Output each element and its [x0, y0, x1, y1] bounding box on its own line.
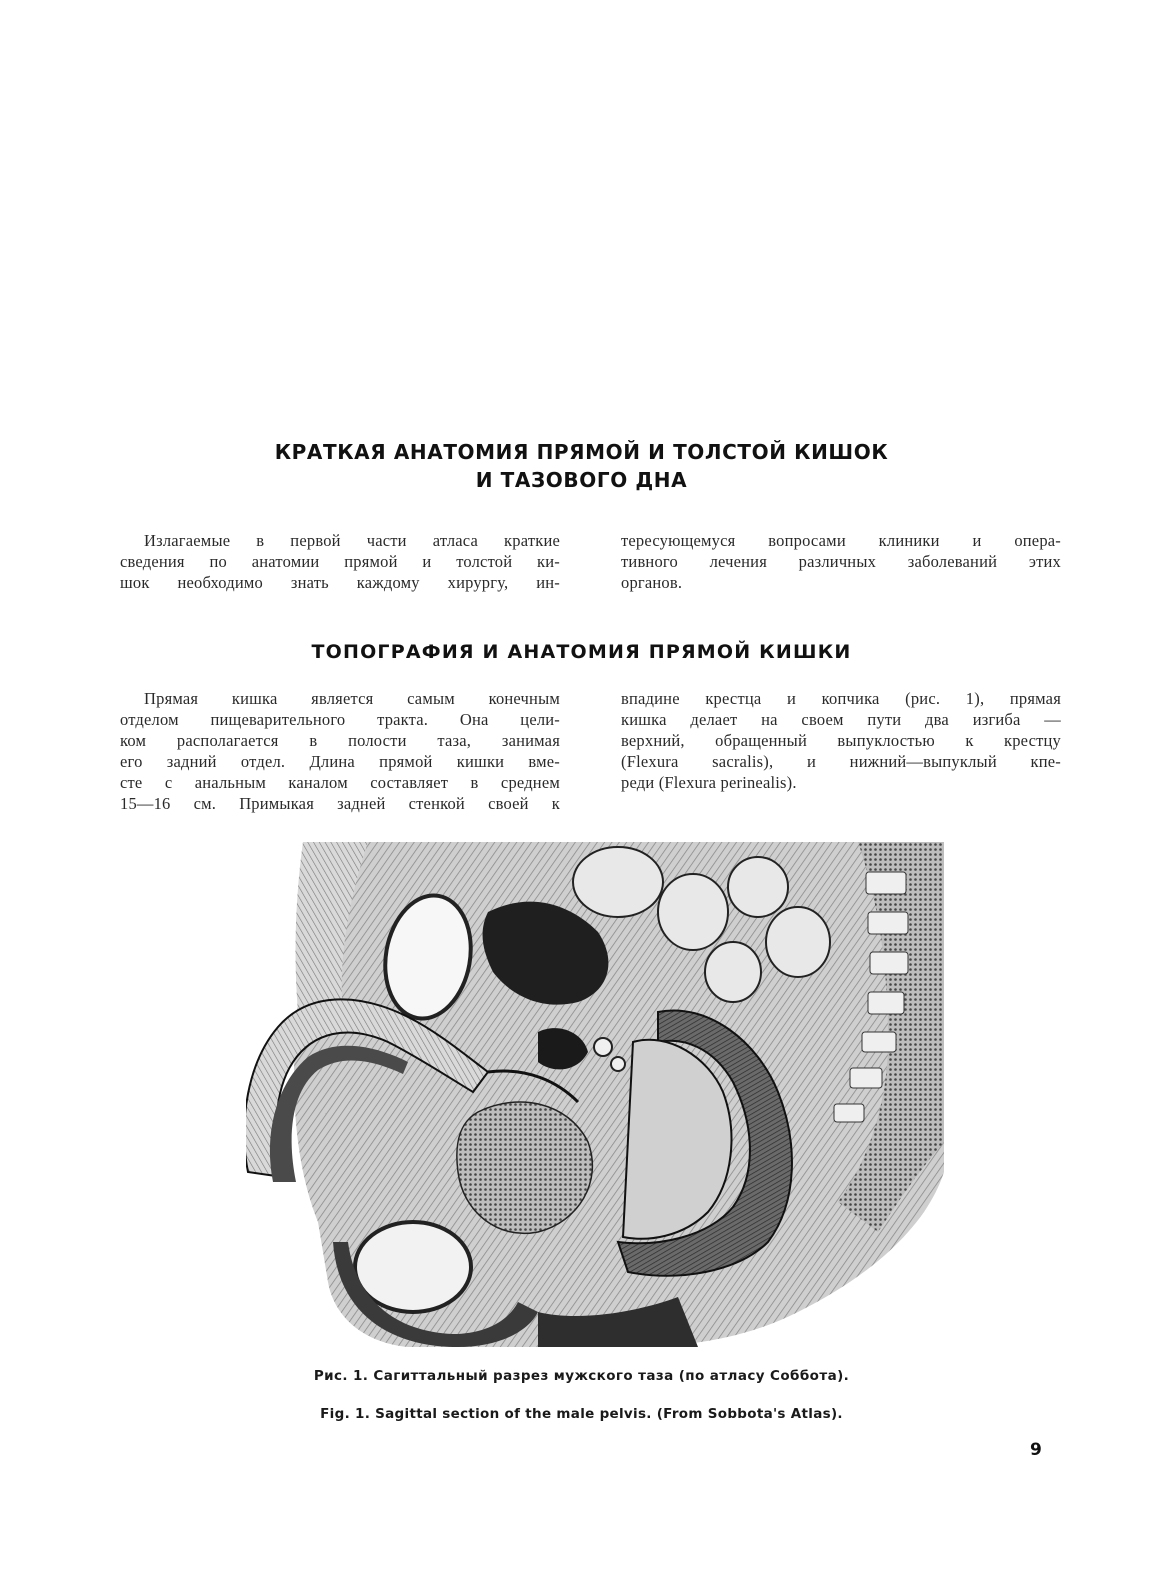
figure-caption-ru: Рис. 1. Сагиттальный разрез мужского таза (по атласу Соббота).: [313, 1368, 850, 1384]
chapter-title-line-1: КРАТКАЯ АНАТОМИЯ ПРЯМОЙ И ТОЛСТОЙ КИШОК: [274, 440, 889, 464]
section-left-column: [120, 688, 560, 814]
text-line: (Flexura sacralis), и нижний—выпуклый кпе-: [621, 752, 1061, 771]
section-right-column: [621, 688, 1061, 793]
text-line: Прямая кишка является самым конечным: [144, 689, 560, 708]
page-number: 9: [1030, 1440, 1042, 1460]
text-line: тересующемуся вопросами клиники и опера-: [621, 531, 1061, 550]
text-line: сте с анальным каналом составляет в среднем: [120, 773, 560, 792]
text-line: реди (Flexura perinealis).: [621, 773, 797, 792]
section-title: ТОПОГРАФИЯ И АНАТОМИЯ ПРЯМОЙ КИШКИ: [311, 641, 852, 663]
figure-caption-en: Fig. 1. Sagittal section of the male pelvis. (From Sobbota's Atlas).: [320, 1406, 843, 1422]
text-line: органов.: [621, 573, 683, 592]
text-line: тивного лечения различных заболеваний этих: [621, 552, 1061, 571]
text-line: ком располагается в полости таза, занимая: [120, 731, 560, 750]
text-line: его задний отдел. Длина прямой кишки вме-: [120, 752, 560, 771]
text-line: верхний, обращенный выпуклостью к крестцу: [621, 731, 1061, 750]
text-line: кишка делает на своем пути два изгиба —: [621, 710, 1061, 729]
intro-left-column: [120, 530, 560, 593]
text-line: отделом пищеварительного тракта. Она цели-: [120, 710, 560, 729]
text-line: 15—16 см. Примыкая задней стенкой своей к: [120, 794, 560, 813]
chapter-title-line-2: И ТАЗОВОГО ДНА: [475, 468, 688, 492]
chapter-title: [0, 438, 1163, 494]
text-line: Излагаемые в первой части атласа краткие: [144, 531, 560, 550]
text-line: впадине крестца и копчика (рис. 1), прямая: [621, 689, 1061, 708]
sagittal-section-illustration: [238, 842, 944, 1354]
text-line: сведения по анатомии прямой и толстой ки-: [120, 552, 560, 571]
intro-right-column: [621, 530, 1061, 593]
text-line: шок необходимо знать каждому хирургу, ин-: [120, 573, 560, 592]
